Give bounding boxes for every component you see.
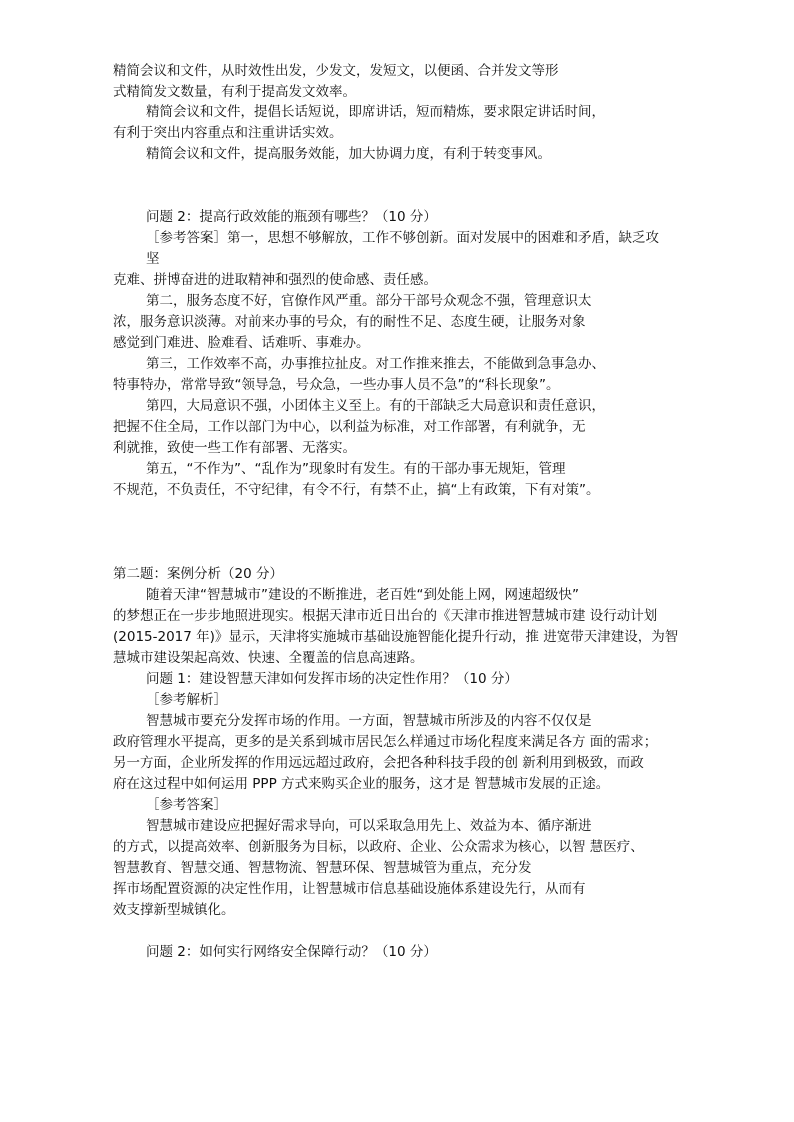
text-line: 精简会议和文件，提高服务效能，加大协调力度，有利于转变事风。	[146, 146, 551, 162]
text-line: ［参考答案］	[146, 797, 227, 813]
text-line: 政府管理水平提高，更多的是关系到城市居民怎么样通过市场化程度来满足各方 面的需求；	[113, 734, 658, 750]
text-line: 特事特办，常常导致“领导急，号众急，一些办事人员不急”的“科长现象”。	[113, 377, 560, 393]
text-line: 效支撑新型城镇化。	[113, 902, 235, 918]
section-heading: 第二题：案例分析（20 分）	[113, 566, 283, 582]
text-line: 挥市场配置资源的决定性作用，让智慧城市信息基础设施体系建设先行，从而有	[113, 881, 586, 897]
text-line: 府在这过程中如何运用 PPP 方式来购买企业的服务，这才是 智慧城市发展的正途。	[113, 776, 610, 792]
text-line: 有利于突出内容重点和注重讲话实效。	[113, 125, 343, 141]
text-line: (2015-2017 年)》显示，天津将实施城市基础设施智能化提升行动，推 进宽带天津建设，为智	[113, 629, 679, 645]
text-line: 浓，服务意识淡薄。对前来办事的号众，有的耐性不足、态度生硬，让服务对象	[113, 314, 586, 330]
text-line: 利就推，致使一些工作有部署、无落实。	[113, 440, 356, 456]
text-line: 的方式，以提高效率、创新服务为目标，以政府、企业、公众需求为核心，以智 慧医疗、	[113, 839, 644, 855]
question-heading: 问题 2：提高行政效能的瓶颈有哪些？（10 分）	[146, 209, 437, 225]
text-line: 式精简发文数量，有利于提高发文效率。	[113, 84, 356, 100]
text-line: ［参考解析］	[146, 692, 227, 708]
text-line: 智慧教育、智慧交通、智慧物流、智慧环保、智慧城管为重点，充分发	[113, 860, 532, 876]
text-line: 慧城市建设架起高效、快速、全覆盖的信息高速路。	[113, 650, 424, 666]
text-line: 的梦想正在一步步地照进现实。根据天津市近日出台的《天津市推进智慧城市建 设行动计划	[113, 608, 658, 624]
text-line: ［参考答案］第一，思想不够解放，工作不够创新。面对发展中的困难和矛盾，缺乏攻	[146, 230, 659, 246]
text-line: 精简会议和文件，从时效性出发，少发文，发短文，以便函、合并发文等形	[113, 63, 559, 79]
text-line: 智慧城市要充分发挥市场的作用。一方面，智慧城市所涉及的内容不仅仅是	[146, 713, 592, 729]
text-line: 第四，大局意识不强，小团体主义至上。有的干部缺乏大局意识和责任意识，	[146, 398, 605, 414]
text-line: 第二，服务态度不好，官僚作风严重。部分干部号众观念不强，管理意识太	[146, 293, 592, 309]
text-line: 克难、拼博奋进的进取精神和强烈的使命感、责任感。	[113, 272, 437, 288]
text-line: 第三，工作效率不高，办事推拉扯皮。对工作推来推去，不能做到急事急办、	[146, 356, 605, 372]
text-line: 不规范，不负责任，不守纪律，有令不行，有禁不止，搞“上有政策，下有对策”。	[113, 482, 600, 498]
text-line: 智慧城市建设应把握好需求导向，可以采取急用先上、效益为本、循序渐进	[146, 818, 592, 834]
text-line: 第五，“不作为”、“乱作为”现象时有发生。有的干部办事无规矩，管理	[146, 461, 566, 477]
text-line: 精简会议和文件，提倡长话短说，即席讲话，短而精炼，要求限定讲话时间，	[146, 104, 605, 120]
text-line: 把握不住全局，工作以部门为中心，以利益为标准，对工作部署，有利就争，无	[113, 419, 586, 435]
text-line: 感觉到门难进、脸难看、话难听、事难办。	[113, 335, 370, 351]
text-line: 坚	[146, 251, 160, 267]
question-heading: 问题 2：如何实行网络安全保障行动？（10 分）	[146, 944, 437, 960]
text-line: 另一方面，企业所发挥的作用远远超过政府，会把各种科技手段的创 新利用到极致，而政	[113, 755, 644, 771]
question-heading: 问题 1：建设智慧天津如何发挥市场的决定性作用？（10 分）	[146, 671, 518, 687]
text-line: 随着天津“智慧城市”建设的不断推进，老百姓“到处能上网，网速超级快”	[146, 587, 579, 603]
